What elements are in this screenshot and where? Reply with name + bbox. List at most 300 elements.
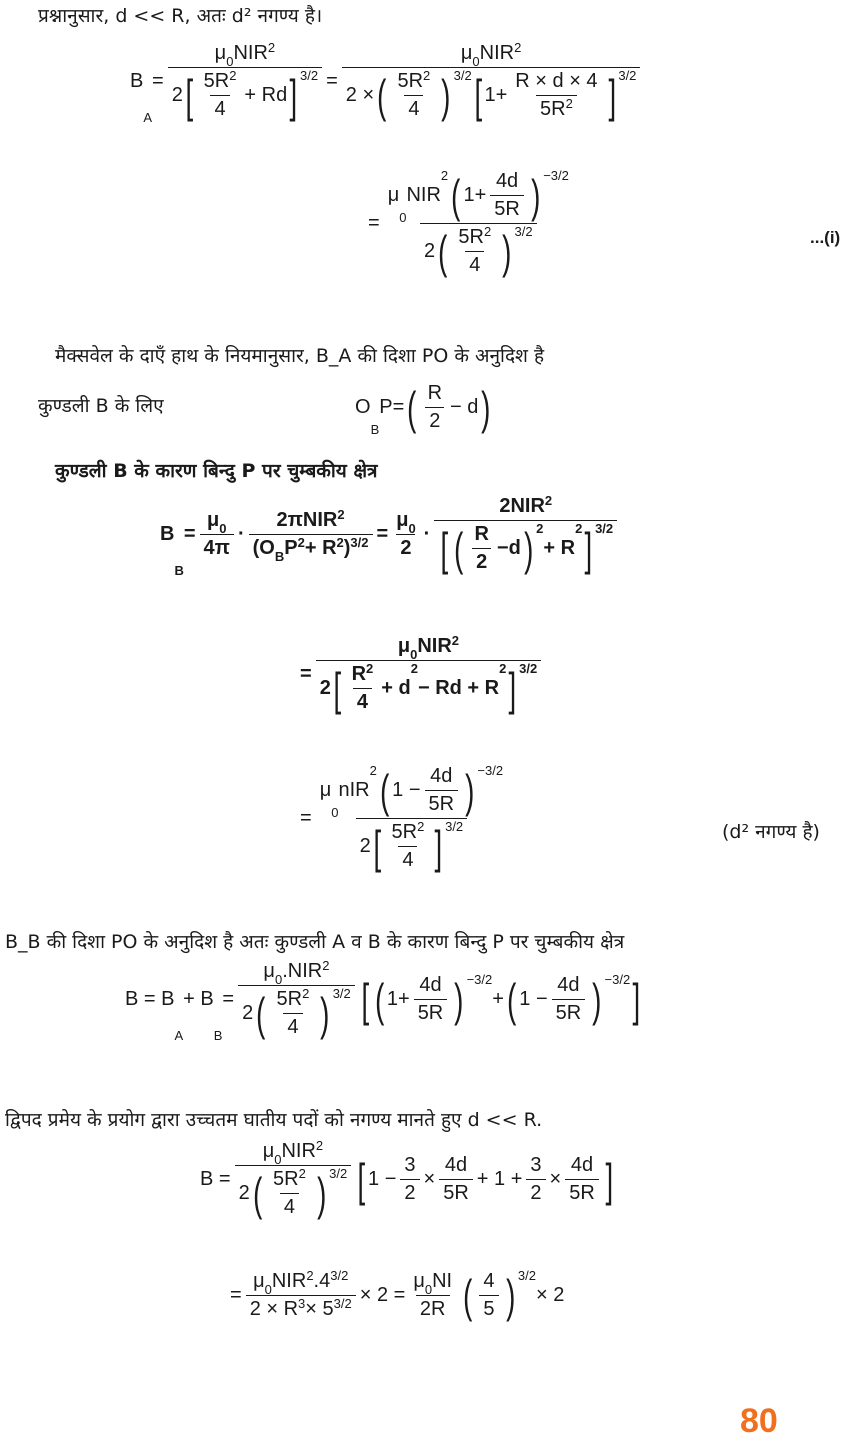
math-text: B	[130, 70, 144, 92]
fraction	[200, 509, 234, 560]
denominator	[396, 534, 415, 560]
open-bracket: (	[377, 69, 387, 122]
math-text: + R	[543, 537, 576, 559]
math-text: 4d	[444, 1154, 468, 1176]
denominator	[434, 520, 617, 574]
fraction	[565, 1154, 599, 1205]
fraction	[342, 42, 641, 121]
close-bracket: )	[320, 987, 330, 1040]
denominator	[526, 1179, 545, 1205]
maxwell-rule-line: मैक्सवेल के दाएँ हाथ के नियमानुसार, B_A की दिशा PO के अनुदिश है	[55, 345, 545, 367]
subscript: B	[274, 549, 285, 564]
math-text: O	[355, 396, 371, 418]
fraction	[439, 1154, 473, 1205]
numerator	[259, 1140, 327, 1165]
math-text: 2 ×	[345, 84, 375, 106]
denominator	[465, 251, 484, 277]
numerator	[249, 1270, 352, 1295]
math-text: 3	[530, 1154, 542, 1176]
fraction	[316, 765, 507, 872]
math-text: =	[368, 212, 380, 234]
numerator	[511, 70, 601, 95]
bracket-content	[387, 974, 451, 1025]
superscript: 2	[336, 535, 344, 550]
denominator	[479, 1295, 498, 1321]
denominator	[283, 1013, 302, 1039]
superscript: 2	[483, 224, 492, 239]
equation-label-i: ...(i)	[810, 228, 841, 247]
denominator	[425, 790, 459, 816]
math-text: 4	[287, 1016, 299, 1038]
subscript: 0	[472, 54, 480, 69]
denominator	[200, 534, 234, 560]
fraction	[235, 1140, 352, 1219]
numerator	[441, 1154, 471, 1179]
math-text: μ	[460, 42, 473, 64]
math-text: + 1 +	[476, 1168, 523, 1190]
superscript: 2	[337, 507, 345, 522]
subscript: A	[143, 110, 153, 125]
math-text: μ	[319, 779, 332, 801]
superscript: 2	[440, 168, 449, 183]
superscript: 2	[366, 661, 374, 676]
denominator	[490, 195, 524, 221]
math-text: =	[222, 988, 235, 1010]
math-text: 1+	[484, 84, 508, 106]
math-text: =	[183, 523, 196, 545]
subscript: A	[174, 1028, 184, 1043]
numerator	[567, 1154, 597, 1179]
open-bracket: (	[438, 225, 448, 278]
bracket-group	[451, 523, 543, 574]
subscript: B	[213, 1028, 223, 1043]
superscript: 2	[565, 96, 573, 111]
close-bracket: )	[592, 973, 602, 1026]
math-text: NIR	[479, 42, 515, 64]
numerator	[211, 42, 279, 67]
numerator	[454, 226, 495, 251]
math-text: NIR	[281, 1140, 316, 1162]
math-text: R	[474, 523, 489, 545]
bracket-content	[475, 1270, 502, 1321]
math-text: ×	[423, 1168, 436, 1190]
exponent: 3/2	[517, 1268, 536, 1283]
bracket-group	[374, 70, 472, 121]
math-text: 1 −	[519, 988, 548, 1010]
superscript: 3/2	[330, 1268, 349, 1283]
bracket-content	[450, 226, 499, 277]
math-text: 4	[408, 98, 420, 120]
math-text: R × d × 4	[515, 70, 598, 92]
close-bracket: ]	[434, 820, 443, 873]
fraction	[425, 765, 459, 816]
math-text: 5R	[391, 821, 418, 843]
bracket-group	[331, 663, 537, 714]
math-text: 2	[400, 537, 412, 559]
numerator	[457, 42, 525, 67]
fraction	[409, 1270, 456, 1321]
math-text: NIR	[233, 42, 268, 64]
direction-line: B_B की दिशा PO के अनुदिश है अतः कुण्डली A व B के कारण बिन्दु P पर चुम्बकीय क्षेत्र	[5, 931, 625, 953]
exponent: −3/2	[477, 763, 504, 778]
math-text: + Rd	[244, 84, 288, 106]
math-text: μ	[262, 1140, 275, 1162]
open-bracket: (	[463, 1269, 473, 1322]
bracket-content	[451, 523, 582, 574]
denominator	[400, 1179, 419, 1205]
exponent: 3/2	[595, 521, 614, 536]
math-text: =	[230, 1284, 242, 1306]
open-bracket: [	[474, 69, 482, 122]
open-bracket: (	[374, 973, 384, 1026]
bracket-content	[384, 821, 433, 872]
math-text: 5R	[443, 1182, 469, 1204]
numerator	[479, 1270, 498, 1295]
math-text: NIR	[406, 184, 441, 206]
numerator	[553, 974, 583, 999]
close-bracket: )	[523, 522, 534, 575]
math-text: 2	[429, 410, 441, 432]
math-text: 2	[171, 84, 183, 106]
math-text: μ	[413, 1270, 425, 1292]
superscript: 2	[322, 958, 330, 973]
math-text: μ	[207, 509, 220, 531]
open-bracket: (	[379, 764, 390, 817]
close-bracket: )	[481, 381, 491, 434]
numerator	[409, 1270, 456, 1295]
exponent: 3/2	[332, 986, 351, 1001]
math-text: 4d	[570, 1154, 594, 1176]
close-bracket: )	[316, 1167, 327, 1220]
exponent: 3/2	[300, 68, 319, 83]
exponent: 2	[536, 521, 544, 536]
numerator	[203, 509, 230, 534]
exponent: 3/2	[514, 224, 533, 239]
denominator	[235, 1165, 352, 1219]
subscript: 0	[399, 210, 407, 225]
close-bracket: ]	[632, 973, 641, 1026]
math-text: + d	[381, 677, 411, 699]
numerator	[200, 70, 241, 95]
bracket-content	[344, 663, 507, 714]
superscript: 2	[369, 763, 377, 778]
open-bracket: [	[373, 820, 381, 873]
fraction	[511, 70, 601, 121]
math-text: NI	[432, 1270, 453, 1292]
numerator	[273, 988, 314, 1013]
close-bracket: ]	[608, 69, 616, 122]
math-text: 4	[356, 691, 368, 713]
equation-bb	[160, 493, 621, 578]
superscript: 2	[229, 68, 237, 83]
math-text: .4	[313, 1270, 331, 1292]
numerator	[384, 170, 573, 223]
math-text: 4	[214, 98, 226, 120]
math-text: 5R	[273, 1168, 299, 1190]
math-text: B = B	[125, 988, 175, 1010]
bracket-content	[519, 974, 589, 1025]
bracket-group	[448, 170, 569, 221]
close-bracket: )	[530, 169, 541, 222]
denominator	[168, 67, 322, 121]
math-text: 4π	[203, 537, 230, 559]
superscript: 2	[302, 986, 310, 1001]
denominator	[536, 95, 577, 121]
equation-b-total	[125, 958, 643, 1043]
superscript: 3/2	[350, 535, 369, 550]
bracket-group	[460, 1270, 536, 1321]
bracket-content	[463, 170, 527, 221]
superscript: 2	[298, 1166, 306, 1181]
equation-obp	[355, 381, 494, 437]
fraction	[414, 974, 448, 1025]
math-text: =	[326, 70, 338, 92]
math-text: 4d	[495, 170, 519, 192]
close-bracket: )	[465, 764, 475, 817]
math-text: 2 × R	[249, 1298, 299, 1320]
subscript: 0	[264, 1282, 272, 1297]
math-text: R	[427, 382, 443, 404]
math-text: 4	[483, 1270, 495, 1292]
math-text: 4	[283, 1196, 295, 1218]
exponent: 3/2	[618, 68, 637, 83]
math-text: 1+	[386, 988, 410, 1010]
subscript: 0	[226, 54, 234, 69]
bracket-content	[265, 1168, 314, 1219]
math-text: 5R	[555, 1002, 582, 1024]
equation-bb-expanded	[300, 635, 545, 714]
bracket-group	[438, 523, 613, 574]
denominator	[353, 688, 372, 714]
math-text: P	[284, 537, 298, 559]
superscript: 2	[575, 521, 583, 536]
open-bracket: (	[451, 169, 461, 222]
numerator	[273, 509, 349, 534]
bracket-content	[372, 974, 631, 1025]
math-text: 2	[359, 835, 371, 857]
denominator	[425, 407, 444, 433]
math-text: =	[300, 663, 312, 685]
numerator	[394, 635, 463, 660]
fraction	[552, 974, 586, 1025]
math-text: )	[343, 537, 351, 559]
superscript: 3	[298, 1296, 306, 1311]
fraction	[200, 70, 241, 121]
denominator	[249, 534, 373, 564]
exponent: 3/2	[519, 661, 538, 676]
math-text: μ	[214, 42, 227, 64]
math-text: 5R	[569, 1182, 595, 1204]
bracket-content	[392, 765, 462, 816]
fraction	[490, 170, 524, 221]
bracket-group	[404, 382, 493, 433]
math-text: 5R	[417, 1002, 444, 1024]
math-text: 2R	[419, 1298, 446, 1320]
exponent: −3/2	[466, 972, 493, 987]
numerator	[393, 70, 434, 95]
fraction	[273, 988, 314, 1039]
subscript: 0	[219, 521, 227, 536]
denominator	[552, 999, 586, 1025]
math-text: μ	[263, 960, 275, 982]
bracket-group	[359, 974, 643, 1025]
fraction	[348, 663, 378, 714]
math-text: 1 −	[392, 779, 421, 801]
math-text: 5R	[428, 793, 455, 815]
math-text: μ	[253, 1270, 265, 1292]
subscript: 0	[424, 1282, 433, 1297]
bracket-group	[371, 821, 463, 872]
close-bracket: ]	[584, 522, 593, 575]
math-text: + R	[304, 537, 337, 559]
subscript: 0	[274, 1152, 282, 1167]
math-text: −d	[496, 537, 521, 559]
subscript: B	[370, 422, 380, 437]
fraction	[246, 1270, 356, 1321]
numerator	[526, 1154, 545, 1179]
exponent: −3/2	[604, 972, 631, 987]
fraction	[238, 960, 355, 1039]
note-d2-negligible: (d² नगण्य है)	[722, 821, 820, 843]
numerator	[392, 509, 419, 534]
fraction	[316, 635, 542, 714]
coil-b-line: कुण्डली B के लिए	[38, 395, 164, 417]
binomial-line: द्विपद प्रमेय के प्रयोग द्वारा उच्चतम घातीय पदों को नगण्य मानते हुए d << R.	[5, 1109, 543, 1131]
math-text: μ	[396, 509, 409, 531]
math-text: 5R	[458, 226, 484, 248]
math-text: 5R	[397, 70, 424, 92]
bracket-content	[420, 382, 479, 433]
fraction	[269, 1168, 310, 1219]
math-text: 2	[476, 551, 488, 573]
math-text: P=	[379, 396, 405, 418]
denominator	[210, 95, 229, 121]
fraction	[393, 70, 434, 121]
denominator	[280, 1193, 299, 1219]
numerator	[415, 974, 445, 999]
bracket-content	[196, 70, 288, 121]
open-bracket: [	[357, 1153, 366, 1206]
math-text: 2	[530, 1182, 542, 1204]
bracket-group	[372, 974, 493, 1025]
numerator	[259, 960, 333, 985]
bracket-group	[253, 988, 351, 1039]
fraction	[388, 821, 429, 872]
math-text: × 2 =	[359, 1284, 406, 1306]
math-text: 4	[402, 849, 414, 871]
math-text: 2	[242, 1002, 254, 1024]
fraction	[526, 1154, 545, 1205]
close-bracket: ]	[605, 1153, 614, 1206]
close-bracket: )	[505, 1269, 515, 1322]
math-text: 5R	[276, 988, 303, 1010]
math-text: 5R	[203, 70, 230, 92]
bracket-group	[183, 70, 318, 121]
open-bracket: [	[440, 522, 449, 575]
denominator	[420, 223, 537, 277]
superscript: 2	[544, 493, 553, 508]
numerator	[470, 523, 492, 548]
open-bracket: (	[507, 973, 517, 1026]
close-bracket: )	[454, 973, 464, 1026]
math-text: 3	[404, 1154, 416, 1176]
bracket-content	[466, 523, 520, 574]
close-bracket: )	[502, 225, 512, 278]
fraction	[470, 523, 492, 574]
math-text: 2πNIR	[276, 509, 338, 531]
subscript: 0	[408, 521, 416, 536]
denominator	[416, 1295, 450, 1321]
denominator	[472, 548, 491, 574]
superscript: 2	[297, 535, 305, 550]
fraction	[434, 495, 617, 574]
numerator	[400, 1154, 419, 1179]
subscript: 0	[274, 972, 283, 987]
math-text: 2	[404, 1182, 416, 1204]
page-number: 80	[740, 1402, 778, 1440]
equation-b-binomial	[200, 1140, 616, 1219]
subscript: 0	[410, 647, 418, 662]
math-text: 4d	[430, 765, 453, 787]
fraction	[424, 382, 446, 433]
bracket-content	[484, 70, 605, 121]
math-text: μ	[397, 635, 411, 657]
superscript: 2	[315, 1138, 324, 1153]
math-text: NIR	[417, 635, 452, 657]
exponent: 3/2	[453, 68, 472, 83]
math-text: 2	[319, 677, 331, 699]
close-bracket: ]	[289, 69, 298, 122]
fraction	[454, 226, 495, 277]
bracket-group	[377, 765, 503, 816]
numerator	[388, 821, 429, 846]
exponent: −3/2	[543, 168, 569, 183]
numerator	[424, 382, 446, 407]
exponent: 3/2	[329, 1166, 348, 1181]
denominator	[238, 985, 355, 1039]
denominator	[404, 95, 423, 121]
superscript: 2	[410, 661, 418, 676]
open-bracket: (	[407, 381, 417, 434]
fraction	[384, 170, 573, 277]
section-heading: कुण्डली B के कारण बिन्दु P पर चुम्बकीय क्षेत्र	[55, 460, 378, 482]
math-text: 5R	[540, 98, 566, 120]
equation-ba	[130, 40, 644, 125]
math-text: + B	[183, 988, 214, 1010]
close-bracket: )	[441, 69, 451, 122]
math-text: 2NIR	[499, 495, 545, 517]
denominator	[414, 999, 448, 1025]
math-text: =	[300, 807, 312, 829]
fraction	[249, 507, 373, 564]
math-text: 1 −	[368, 1168, 397, 1190]
equation-b-final	[230, 1270, 564, 1321]
superscript: 2	[451, 633, 460, 648]
numerator	[492, 170, 522, 195]
bracket-group	[504, 974, 630, 1025]
math-text: R	[351, 663, 367, 685]
open-bracket: [	[333, 662, 342, 715]
math-text: 4	[469, 254, 481, 276]
math-text: ×	[549, 1168, 562, 1190]
numerator	[426, 765, 456, 790]
open-bracket: [	[361, 973, 369, 1026]
math-text: 5	[483, 1298, 495, 1320]
open-bracket: (	[454, 522, 464, 575]
math-text: 4d	[419, 974, 442, 996]
math-text: 2	[423, 240, 436, 262]
intro-line: प्रश्नानुसार, d << R, अतः d² नगण्य है।	[38, 5, 323, 27]
